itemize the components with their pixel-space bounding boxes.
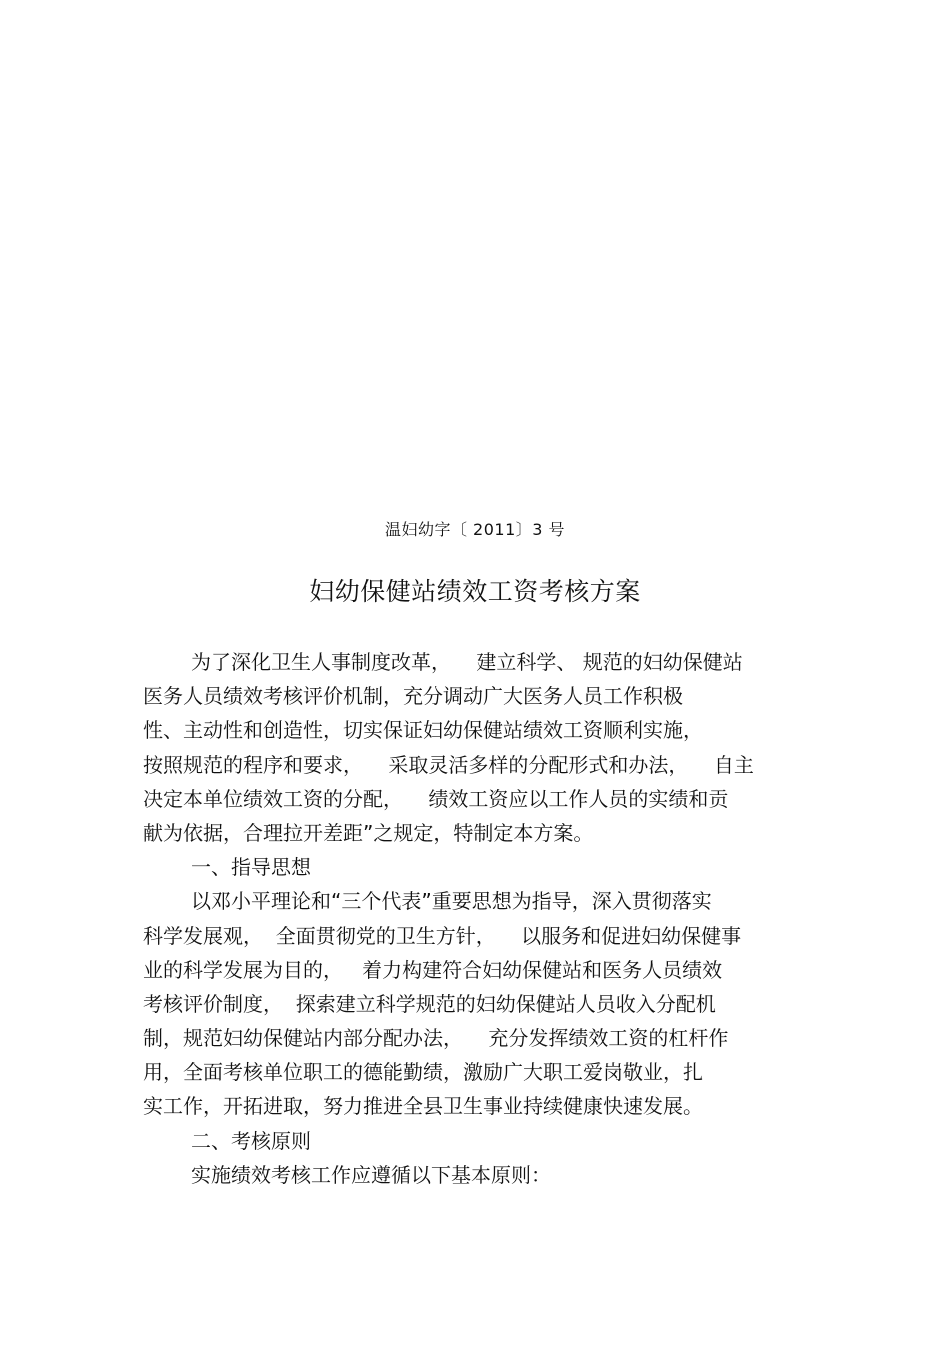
paragraph-line: 用，全面考核单位职工的德能勤绩，激励广大职工爱岗敬业，扎 bbox=[143, 1060, 703, 1085]
paragraph-line: 性、主动性和创造性，切实保证妇幼保健站绩效工资顺利实施， bbox=[143, 718, 703, 743]
paragraph-line: 实工作，开拓进取，努力推进全县卫生事业持续健康快速发展。 bbox=[143, 1094, 703, 1119]
paragraph-line: 决定本单位绩效工资的分配， 绩效工资应以工作人员的实绩和贡 bbox=[143, 786, 729, 811]
document-body bbox=[143, 645, 823, 1192]
paragraph-line: 考核评价制度， 探索建立科学规范的妇幼保健站人员收入分配机 bbox=[143, 991, 716, 1016]
paragraph-line: 以邓小平理论和“三个代表”重要思想为指导，深入贯彻落实 bbox=[191, 889, 712, 914]
section-heading: 二、考核原则 bbox=[191, 1128, 311, 1153]
document-number: 温妇幼字〔 2011〕3 号 bbox=[384, 520, 566, 539]
paragraph-line: 献为依据，合理拉开差距”之规定，特制定本方案。 bbox=[143, 820, 594, 845]
section-heading: 一、指导思想 bbox=[191, 855, 311, 880]
paragraph-line: 制，规范妇幼保健站内部分配办法， 充分发挥绩效工资的杠杆作 bbox=[143, 1026, 729, 1051]
paragraph-line: 为了深化卫生人事制度改革， 建立科学、 规范的妇幼保健站 bbox=[191, 650, 743, 674]
paragraph-line: 实施绩效考核工作应遵循以下基本原则： bbox=[191, 1162, 551, 1187]
paragraph-line: 医务人员绩效考核评价机制，充分调动广大医务人员工作积极 bbox=[143, 684, 683, 709]
paragraph-line: 业的科学发展为目的， 着力构建符合妇幼保健站和医务人员绩效 bbox=[143, 957, 723, 982]
document-title: 妇幼保健站绩效工资考核方案 bbox=[309, 577, 641, 606]
paragraph-line: 按照规范的程序和要求， 采取灵活多样的分配形式和办法， 自主 bbox=[143, 752, 754, 777]
paragraph-line: 科学发展观， 全面贯彻党的卫生方针， 以服务和促进妇幼保健事 bbox=[143, 923, 742, 948]
